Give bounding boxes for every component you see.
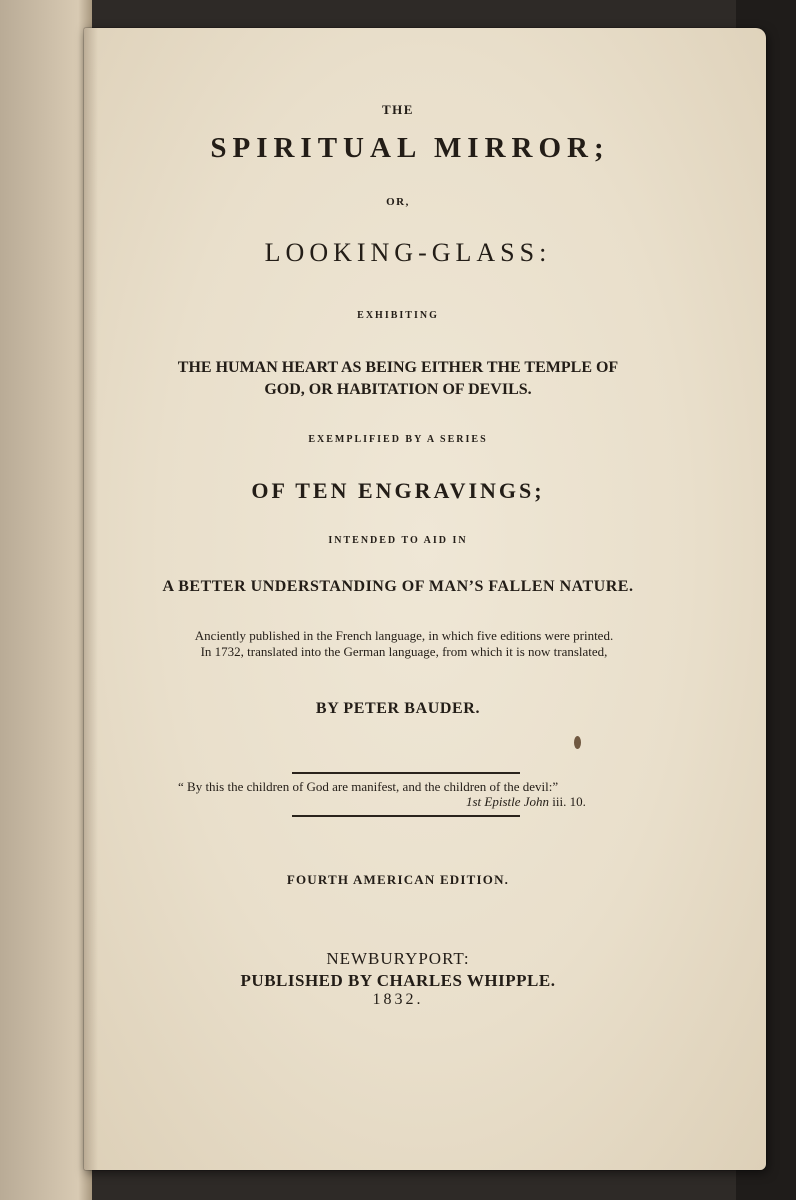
imprint-place: NEWBURYPORT: — [326, 949, 470, 968]
epigraph-quote: “ By this the children of God are manifest, and the children of the devil:” — [178, 779, 559, 794]
description-heart — [0, 357, 796, 401]
edition-line: FOURTH AMERICAN EDITION. — [286, 872, 510, 887]
publication-history-line2: In 1732, translated into the German language, from which it is now translated, — [200, 644, 608, 659]
imprint-year: 1832. — [372, 991, 424, 1008]
description-heart-line1: THE HUMAN HEART AS BEING EITHER THE TEMPLE OF — [177, 359, 619, 376]
heading-the: THE — [382, 102, 414, 117]
publication-history-line1: Anciently published in the French language, in which five editions were printed. — [194, 628, 614, 643]
epigraph-rule-top — [292, 772, 520, 774]
book-subtitle: LOOKING-GLASS: — [264, 238, 552, 267]
publication-history — [0, 628, 796, 660]
book-title: SPIRITUAL MIRROR; — [210, 132, 610, 164]
epigraph-source-book: 1st Epistle John — [466, 794, 550, 809]
facing-page-edge — [0, 0, 92, 1200]
epigraph-rule-bottom — [292, 815, 520, 817]
description-heart-line2: GOD, OR HABITATION OF DEVILS. — [264, 381, 532, 398]
heading-better-understanding: A BETTER UNDERSTANDING OF MAN’S FALLEN NATURE. — [162, 578, 634, 595]
heading-intended: INTENDED TO AID IN — [328, 535, 468, 546]
epigraph-source-reference: iii. 10. — [552, 794, 586, 809]
heading-exemplified: EXEMPLIFIED BY A SERIES — [308, 434, 488, 445]
epigraph-source — [466, 794, 586, 810]
heading-exhibiting: EXHIBITING — [357, 310, 439, 321]
foxing-spot — [574, 736, 581, 749]
author-line: BY PETER BAUDER. — [315, 700, 481, 717]
heading-or: OR, — [386, 196, 410, 208]
imprint-publisher: PUBLISHED BY CHARLES WHIPPLE. — [240, 971, 556, 990]
heading-engravings: OF TEN ENGRAVINGS; — [251, 478, 545, 503]
